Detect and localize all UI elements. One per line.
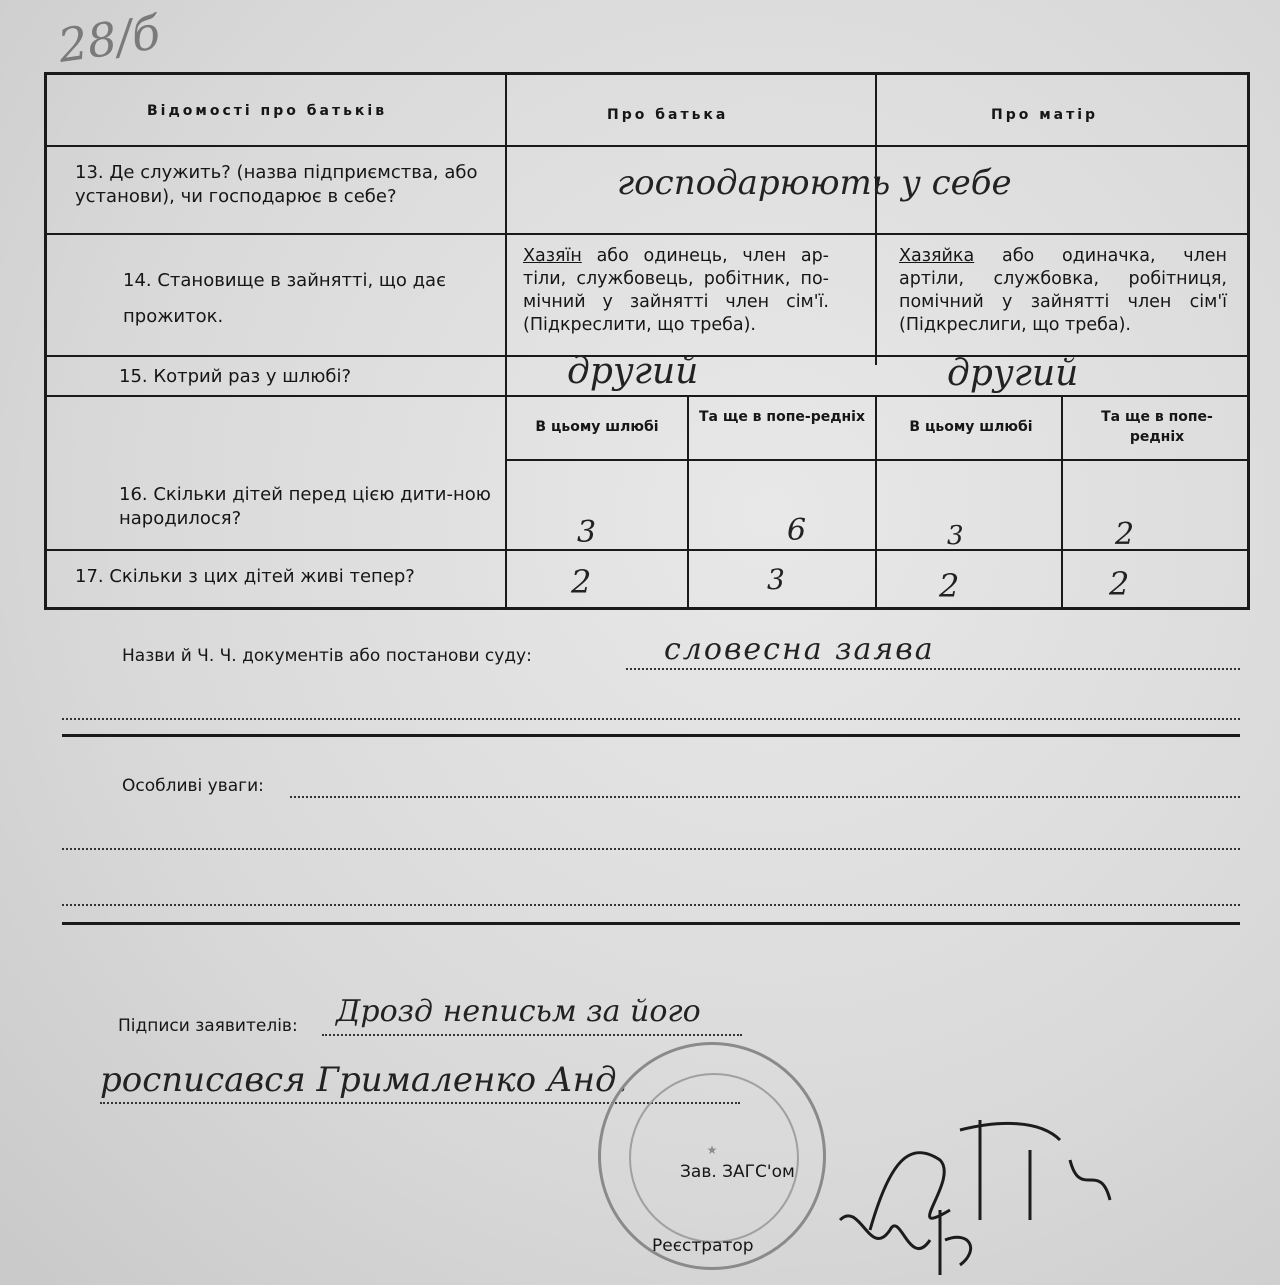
row-line-1 — [47, 145, 1247, 147]
col-divider-2 — [875, 75, 877, 365]
col-divider-2b — [875, 397, 877, 607]
header-mother: Про матір — [991, 107, 1099, 123]
question-15: 15. Котрий раз у шлюбі? — [119, 366, 352, 387]
answer-15-father: другий — [567, 351, 699, 392]
stamp-lettering: ★ — [706, 1143, 718, 1157]
father-employment-text: або одинець, член ар-тіли, службовець, робітник, по-мічний у зайнятті член сім'ї. (Підкреслити, що треба). — [523, 246, 829, 335]
signature-line-2-handwritten: росписався Грималенко Анд. — [100, 1060, 628, 1100]
signatures-label: Підписи заявителів: — [118, 1016, 298, 1036]
remarks-separator — [62, 922, 1240, 925]
children-alive-father-this: 2 — [571, 563, 592, 601]
documents-dotted-line — [626, 668, 1240, 670]
question-16: 16. Скільки дітей перед цією дити-ною народилося? — [119, 484, 491, 529]
remarks-dotted-line-3 — [62, 904, 1240, 906]
subheader-mother-this: В цьому шлюбі — [909, 419, 1033, 435]
documents-value-handwritten: словесна заява — [664, 632, 935, 667]
col-divider-father-sub — [687, 397, 689, 607]
mother-employment-selected: Хазяйка — [899, 246, 975, 266]
children-born-mother-previous: 2 — [1115, 517, 1135, 552]
answer-15-mother: другий — [947, 353, 1079, 394]
subheader-mother-previous: Та ще в попе-редніх — [1101, 409, 1213, 445]
children-born-father-previous: 6 — [787, 513, 807, 548]
row-line-sub — [505, 459, 1247, 461]
answer-13-handwritten: господарюють у себе — [617, 163, 1012, 203]
subheader-father-previous: Та ще в попе-редніх — [698, 409, 866, 425]
father-employment-options — [523, 245, 829, 337]
parents-info-table — [44, 72, 1250, 610]
head-of-registry-label: Зав. ЗАГС'ом — [680, 1162, 795, 1182]
children-alive-mother-previous: 2 — [1109, 565, 1130, 603]
documents-separator — [62, 734, 1240, 737]
question-14: 14. Становище в зайнятті, що дає прожиток. — [123, 270, 446, 327]
father-employment-selected: Хазяїн — [523, 246, 582, 266]
stamp-inner-ring — [629, 1073, 799, 1243]
remarks-label: Особливі уваги: — [122, 776, 264, 796]
question-17: 17. Скільки з цих дітей живі тепер? — [75, 566, 415, 587]
mother-employment-options — [899, 245, 1227, 337]
registrar-label: Реєстратор — [652, 1236, 754, 1256]
documents-label: Назви й Ч. Ч. документів або постанови суду: — [122, 646, 532, 666]
signature-line-1-handwritten: Дрозд неписьм за його — [336, 994, 701, 1029]
col-divider-1 — [505, 75, 507, 607]
children-alive-father-previous: 3 — [767, 563, 785, 596]
children-born-mother-this: 3 — [947, 521, 964, 551]
row-line-5 — [47, 549, 1247, 551]
question-13: 13. Де служить? (назва підприємства, або установи), чи господарює в себе? — [75, 162, 478, 207]
documents-dotted-line-2 — [62, 718, 1240, 720]
registrar-signature-scribble — [830, 1190, 1000, 1285]
children-alive-mother-this: 2 — [939, 567, 960, 605]
children-born-father-this: 3 — [577, 515, 597, 550]
remarks-dotted-line-1 — [290, 796, 1240, 798]
header-father: Про батька — [607, 107, 729, 123]
row-line-4 — [47, 395, 1247, 397]
remarks-dotted-line-2 — [62, 848, 1240, 850]
signatures-dotted-line-1 — [322, 1034, 742, 1036]
mother-employment-text: або одиначка, член артіли, службовка, робітниця, помічний у зайнятті член сім'ї (Підкреслиги, що треба). — [899, 246, 1227, 335]
header-parents-info: Відомості про батьків — [147, 103, 388, 119]
subheader-father-this: В цьому шлюбі — [535, 419, 659, 435]
col-divider-mother-sub — [1061, 397, 1063, 607]
row-line-2 — [47, 233, 1247, 235]
pencil-page-number: 28/б — [54, 5, 164, 73]
